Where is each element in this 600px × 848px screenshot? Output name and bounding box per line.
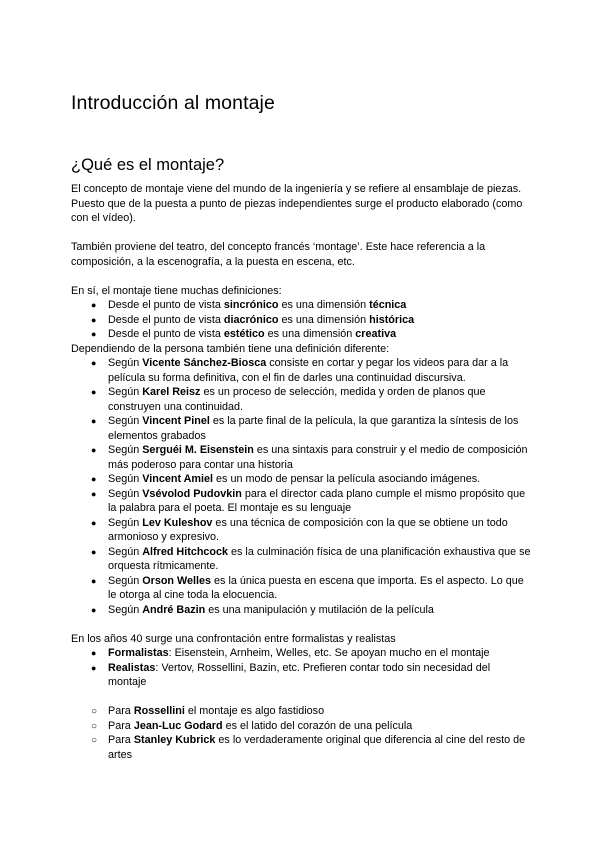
dimensions-list — [71, 298, 531, 342]
bullet-icon — [91, 516, 101, 531]
schools-list — [71, 646, 531, 690]
list-item: ● Según Lev Kuleshov es una técnica de composición con la que se obtiene un todo armonioso y expresivo. — [71, 516, 531, 545]
opinions-list — [71, 704, 531, 762]
bullet-icon — [91, 313, 101, 328]
list-item: ● Según Serguéi M. Eisenstein es una sintaxis para construir y el medio de composición más poderoso para contar una historia — [71, 443, 531, 472]
document-body — [71, 182, 531, 762]
list-item: ○ Para Jean-Luc Godard es el latido del corazón de una película — [71, 719, 531, 734]
list-item: ● Formalistas: Eisenstein, Arnheim, Welles, etc. Se apoyan mucho en el montaje — [71, 646, 531, 661]
bullet-icon — [91, 414, 101, 429]
bullet-icon — [91, 574, 101, 589]
list-item: ○ Para Rossellini el montaje es algo fastidioso — [71, 704, 531, 719]
list-item: ● Según Vincent Amiel es un modo de pensar la película asociando imágenes. — [71, 472, 531, 487]
bullet-icon — [91, 298, 101, 313]
list-item: ● Según Alfred Hitchcock es la culminación física de una planificación exhaustiva que se orquesta rítmicamente. — [71, 545, 531, 574]
list-item: ● Según Vsévolod Pudovkin para el director cada plano cumple el mismo propósito que la palabra para el poeta. El montaje es su lenguaje — [71, 487, 531, 516]
list-item: ● Según Vicente Sánchez-Biosca consiste en cortar y pegar los videos para dar a la película su forma definitiva, con el fin de darles una continuidad discursiva. — [71, 356, 531, 385]
list-item: ● Realistas: Vertov, Rossellini, Bazin, etc. Prefieren contar todo sin necesidad del montaje — [71, 661, 531, 690]
definitions-intro: En sí, el montaje tiene muchas definiciones: — [71, 284, 282, 297]
list-item: ● Desde el punto de vista sincrónico es una dimensión técnica — [71, 298, 531, 313]
hollow-bullet-icon — [91, 733, 101, 749]
bullet-icon — [91, 443, 101, 458]
list-item: ● Desde el punto de vista diacrónico es una dimensión histórica — [71, 313, 531, 328]
list-item: ● Según Vincent Pinel es la parte final de la película, la que garantiza la síntesis de los elementos grabados — [71, 414, 531, 443]
bullet-icon — [91, 545, 101, 560]
bullet-icon — [91, 472, 101, 487]
list-item: ● Según Karel Reisz es un proceso de selección, medida y orden de planos que construyen una continuidad. — [71, 385, 531, 414]
list-item: ● Según André Bazin es una manipulación y mutilación de la película — [71, 603, 531, 618]
paragraph-ingenieria: El concepto de montaje viene del mundo de la ingeniería y se refiere al ensamblaje de piezas. Puesto que de la puesta a punto de piezas independientes surge el producto elaborado (como con el vídeo). — [71, 183, 523, 224]
bullet-icon — [91, 646, 101, 661]
list-item: ● Desde el punto de vista estético es una dimensión creativa — [71, 327, 531, 342]
bullet-icon — [91, 603, 101, 618]
list-item: ● Según Orson Welles es la única puesta en escena que importa. Es el aspecto. Lo que le otorga al cine toda la elocuencia. — [71, 574, 531, 603]
bullet-icon — [91, 356, 101, 371]
bullet-icon — [91, 487, 101, 502]
authors-list — [71, 356, 531, 617]
bullet-icon — [91, 385, 101, 400]
page-title: Introducción al montaje — [71, 92, 275, 114]
paragraph-teatro: También proviene del teatro, del concepto francés ‘montage’. Este hace referencia a la composición, a la escenografía, a la puesta en escena, etc. — [71, 241, 486, 268]
forties-intro: En los años 40 surge una confrontación entre formalistas y realistas — [71, 632, 396, 645]
section-heading: ¿Qué es el montaje? — [71, 156, 225, 174]
hollow-bullet-icon — [91, 704, 101, 720]
bullet-icon — [91, 327, 101, 342]
bullet-icon — [91, 661, 101, 676]
hollow-bullet-icon — [91, 719, 101, 735]
persons-intro: Dependiendo de la persona también tiene una definición diferente: — [71, 342, 390, 355]
list-item: ○ Para Stanley Kubrick es lo verdaderamente original que diferencia al cine del resto de artes — [71, 733, 531, 762]
